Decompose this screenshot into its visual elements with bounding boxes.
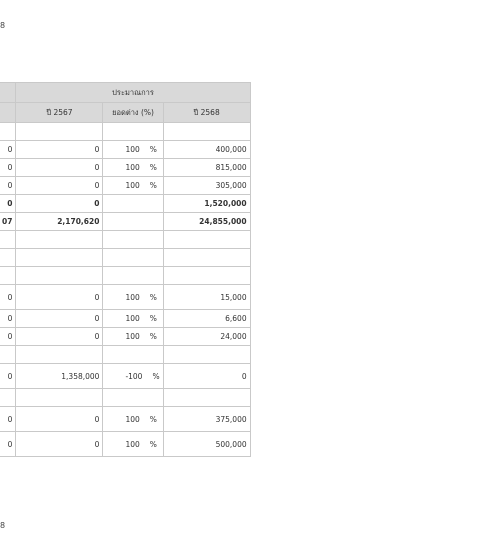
table-row (0, 177, 250, 195)
budget-estimate-table (0, 82, 251, 457)
cell-prev: 0 (0, 364, 16, 389)
cell-diff-pct (103, 285, 163, 310)
cell-2567: 0 (16, 177, 103, 195)
table-row (0, 432, 250, 457)
cell-2568 (163, 346, 250, 364)
table-row (0, 310, 250, 328)
cell-prev (0, 231, 16, 249)
cell-prev (0, 389, 16, 407)
cell-2568 (163, 123, 250, 141)
table-row (0, 389, 250, 407)
cell-prev: 0 (0, 407, 16, 432)
cell-2568: 500,000 (163, 432, 250, 457)
header-cell-prev (0, 103, 16, 123)
header-estimate: ประมาณการ (16, 83, 250, 103)
cell-prev (0, 267, 16, 285)
percent-sign: % (149, 414, 157, 424)
column-header-2567: ปี 2567 (16, 103, 103, 123)
diff-value: -100 (125, 371, 143, 381)
table-row (0, 267, 250, 285)
cell-diff-pct (103, 231, 163, 249)
table-row (0, 195, 250, 213)
cell-prev: 0 (0, 285, 16, 310)
cell-2568: 0 (163, 364, 250, 389)
cell-prev (0, 123, 16, 141)
percent-sign: % (149, 145, 157, 154)
cell-diff-pct (103, 123, 163, 141)
table-row (0, 285, 250, 310)
diff-value: 100 (125, 163, 140, 172)
table-row (0, 346, 250, 364)
cell-diff-pct (103, 389, 163, 407)
cell-diff-pct (103, 364, 163, 389)
cell-diff-pct (103, 195, 163, 213)
table-row (0, 328, 250, 346)
cell-2567: 0 (16, 407, 103, 432)
cell-prev (0, 249, 16, 267)
cell-2567: 2,170,620 (16, 213, 103, 231)
cell-2567 (16, 346, 103, 364)
cell-2568: 815,000 (163, 159, 250, 177)
cell-2567 (16, 231, 103, 249)
cell-diff-pct (103, 432, 163, 457)
diff-value: 100 (125, 332, 140, 341)
cell-prev (0, 346, 16, 364)
cell-2568 (163, 389, 250, 407)
cell-diff-pct (103, 328, 163, 346)
cell-2568: 24,855,000 (163, 213, 250, 231)
diff-value: 100 (125, 181, 140, 190)
table-row (0, 159, 250, 177)
page-number-top: 8 (0, 21, 6, 30)
table-row (0, 364, 250, 389)
group-header-row (0, 83, 250, 103)
cell-prev: 0 (0, 195, 16, 213)
cell-2567: 0 (16, 195, 103, 213)
table-row (0, 407, 250, 432)
cell-diff-pct (103, 310, 163, 328)
cell-2568 (163, 231, 250, 249)
percent-sign: % (149, 181, 157, 190)
cell-2567: 0 (16, 285, 103, 310)
table-row (0, 141, 250, 159)
cell-2567: 0 (16, 310, 103, 328)
cell-2567: 0 (16, 432, 103, 457)
percent-sign: % (152, 371, 160, 381)
cell-2567: 1,358,000 (16, 364, 103, 389)
percent-sign: % (149, 332, 157, 341)
cell-2568 (163, 267, 250, 285)
percent-sign: % (149, 439, 157, 449)
cell-2567: 0 (16, 141, 103, 159)
cell-2568 (163, 249, 250, 267)
cell-prev: 0 (0, 141, 16, 159)
diff-value: 100 (125, 439, 140, 449)
diff-value: 100 (125, 145, 140, 154)
cell-2568: 6,600 (163, 310, 250, 328)
table-row (0, 249, 250, 267)
cell-2568: 375,000 (163, 407, 250, 432)
table-row (0, 231, 250, 249)
cell-2568: 1,520,000 (163, 195, 250, 213)
cell-prev: 0 (0, 177, 16, 195)
cell-diff-pct (103, 141, 163, 159)
diff-value: 100 (125, 414, 140, 424)
cell-2568: 24,000 (163, 328, 250, 346)
cell-diff-pct (103, 177, 163, 195)
cell-2567: 0 (16, 328, 103, 346)
column-header-2568: ปี 2568 (163, 103, 250, 123)
diff-value: 100 (125, 314, 140, 323)
cell-2568: 305,000 (163, 177, 250, 195)
table-row (0, 213, 250, 231)
percent-sign: % (149, 292, 157, 302)
cell-2567 (16, 249, 103, 267)
percent-sign: % (149, 163, 157, 172)
cell-diff-pct (103, 249, 163, 267)
table-body (0, 83, 250, 457)
cell-prev: 0 (0, 328, 16, 346)
cell-diff-pct (103, 159, 163, 177)
cell-2567 (16, 123, 103, 141)
cell-2567 (16, 267, 103, 285)
cell-diff-pct (103, 213, 163, 231)
page-number-bottom: 8 (0, 521, 6, 530)
cell-diff-pct (103, 267, 163, 285)
column-header-row (0, 103, 250, 123)
cell-prev: 0 (0, 432, 16, 457)
diff-value: 100 (125, 292, 140, 302)
column-header-diff: ยอดต่าง (%) (103, 103, 163, 123)
cell-2567: 0 (16, 159, 103, 177)
table-row (0, 123, 250, 141)
cell-2568: 400,000 (163, 141, 250, 159)
percent-sign: % (149, 314, 157, 323)
cell-prev: 0 (0, 159, 16, 177)
cell-diff-pct (103, 407, 163, 432)
cell-diff-pct (103, 346, 163, 364)
cell-prev: 0 (0, 310, 16, 328)
cell-2567 (16, 389, 103, 407)
cell-prev: 07 (0, 213, 16, 231)
cell-2568: 15,000 (163, 285, 250, 310)
header-cell-prev (0, 83, 16, 103)
